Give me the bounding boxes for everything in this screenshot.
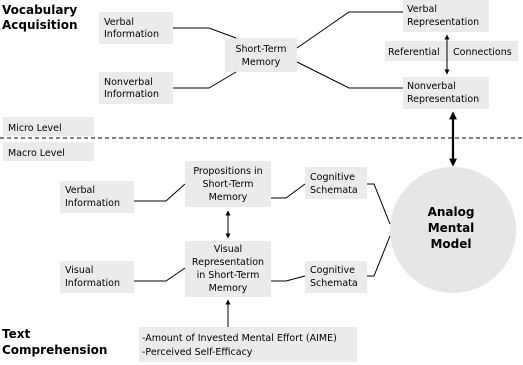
factor-self-efficacy: -Perceived Self-Efficacy <box>142 347 253 358</box>
vocabulary-acquisition-header <box>2 3 78 32</box>
factor-aime: -Amount of Invested Mental Effort (AIME) <box>142 333 337 344</box>
vocabulary-acquisition-header-line1: Vocabulary <box>2 3 78 17</box>
connector-nonverbal-info-to-stm <box>173 72 236 88</box>
nonverbal-representation-line2: Representation <box>407 94 480 105</box>
vocab-nonverbal-information-line2: Information <box>104 89 159 100</box>
text-verbal-information-line2: Information <box>65 198 120 209</box>
verbal-representation-line1: Verbal <box>407 4 438 15</box>
propositions-stm-line2: Short-Term <box>202 179 254 190</box>
referential-connections-label-b: Connections <box>453 47 512 58</box>
connector-visual-rep-to-schemata <box>271 276 305 281</box>
vocabulary-acquisition-header-line2: Acquisition <box>2 18 78 32</box>
propositions-stm-line1: Propositions in <box>193 166 263 177</box>
cognitive-schemata-bottom-line1: Cognitive <box>310 265 355 276</box>
connector-verbal-info-to-stm <box>173 28 236 38</box>
visual-representation-stm-line2: Representation <box>191 257 265 268</box>
text-verbal-information-line1: Verbal <box>65 185 96 196</box>
connector-schemata-top-to-model <box>367 184 390 224</box>
visual-representation-stm-line4: Memory <box>208 283 248 294</box>
vocab-verbal-information-line2: Information <box>104 29 159 40</box>
analog-mental-model-line2: Mental <box>427 221 475 235</box>
verbal-representation-line2: Representation <box>407 17 480 28</box>
propositions-stm-line3: Memory <box>208 192 248 203</box>
cognitive-schemata-top-line1: Cognitive <box>310 172 355 183</box>
macro-level-label: Macro Level <box>8 148 65 159</box>
visual-representation-stm-line1: Visual <box>213 244 243 255</box>
analog-mental-model-line1: Analog <box>427 205 475 219</box>
connector-propositions-to-schemata <box>271 184 305 198</box>
text-comprehension-header-line1: Text <box>2 327 31 341</box>
connector-verbal-info-to-propositions <box>134 184 185 201</box>
text-comprehension-header-line2: Comprehension <box>2 343 108 357</box>
referential-connections-label-a: Referential <box>388 47 440 58</box>
vocab-short-term-memory-line1: Short-Term <box>235 44 287 55</box>
nonverbal-representation-line1: Nonverbal <box>407 81 456 92</box>
vocab-verbal-information-line1: Verbal <box>104 17 135 28</box>
vocab-short-term-memory-line2: Memory <box>241 57 281 68</box>
micro-level-label: Micro Level <box>8 123 62 134</box>
visual-representation-stm-line3: in Short-Term <box>196 270 260 281</box>
cognitive-schemata-top-line2: Schemata <box>310 185 358 196</box>
text-comprehension-header <box>2 327 107 357</box>
analog-mental-model-line3: Model <box>430 237 472 251</box>
text-visual-information-line2: Information <box>65 278 120 289</box>
text-visual-information-line1: Visual <box>65 265 94 276</box>
connector-schemata-bottom-to-model <box>367 236 390 276</box>
connector-stm-to-nonverbal-rep <box>297 62 403 88</box>
cognitive-schemata-bottom-line2: Schemata <box>310 278 358 289</box>
vocab-nonverbal-information-line1: Nonverbal <box>104 77 153 88</box>
connector-visual-info-to-visual-rep <box>134 268 185 281</box>
